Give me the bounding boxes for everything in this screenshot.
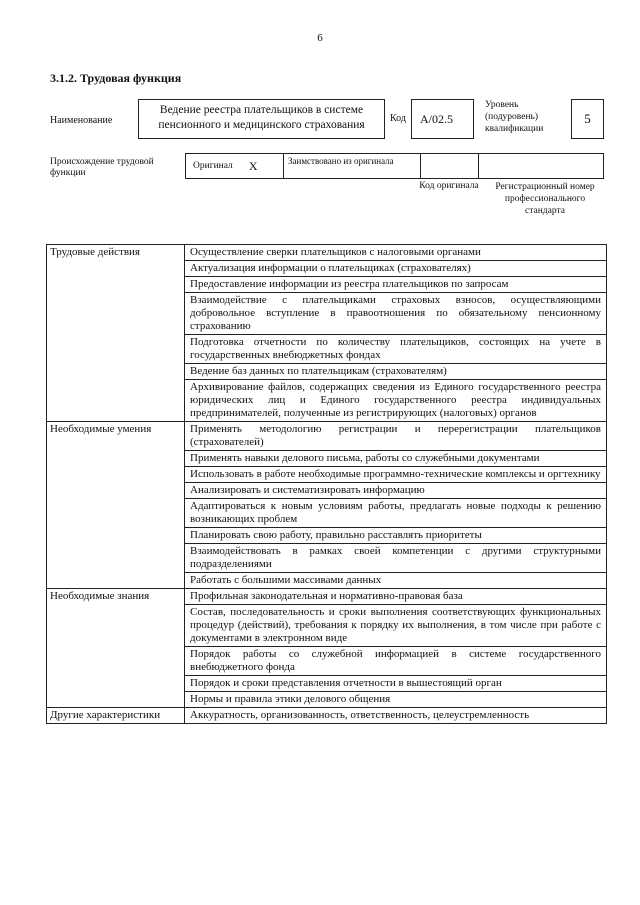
original-mark: X <box>248 158 258 173</box>
item-cell: Актуализация информации о плательщиках (страхователях) <box>185 261 607 277</box>
item-cell: Порядок работы со служебной информацией в системе государственного внебюджетного фонда <box>185 647 607 676</box>
reg-number-label: Регистрационный номер профессионального стандарта <box>495 182 595 216</box>
item-cell: Планировать свою работу, правильно расставлять приоритеты <box>185 528 607 544</box>
category-cell: Другие характеристики <box>47 708 185 724</box>
item-cell: Применять навыки делового письма, работы со служебными документами <box>185 451 607 467</box>
name-label: Наименование <box>50 115 113 126</box>
code-value-box: А/02.5 <box>411 99 474 139</box>
item-cell: Состав, последовательность и сроки выполнения соответствующих функциональных процедур (действий), требования к порядку их выполнения, в том числе при работе с документами в электронном виде <box>185 605 607 647</box>
item-cell: Анализировать и систематизировать информацию <box>185 483 607 499</box>
item-cell: Применять методологию регистрации и перерегистрации плательщиков (страхователей) <box>185 422 607 451</box>
original-cell <box>186 154 284 178</box>
origin-label: Происхождение трудовой функции <box>50 157 154 178</box>
original-label: Оригинал <box>193 161 233 171</box>
item-cell: Предоставление информации из реестра плательщиков по запросам <box>185 277 607 293</box>
reg-number-cell <box>479 154 603 178</box>
origin-row <box>185 153 604 179</box>
item-cell: Архивирование файлов, содержащих сведения из Единого государственного реестра юридических лиц и Единого государственного реестра индивидуальных предпринимателей, полученные из регистрирующих (налоговых) органов <box>185 380 607 422</box>
section-title: 3.1.2. Трудовая функция <box>50 71 182 85</box>
item-cell: Подготовка отчетности по количеству плательщиков, состоящих на учете в государственных внебюджетных фондах <box>185 335 607 364</box>
table-row <box>47 245 607 261</box>
function-details-table <box>46 244 607 724</box>
item-cell: Взаимодействие с плательщиками страховых взносов, осуществляющими добровольное вступление в правоотношения по обязательному пенсионному страхованию <box>185 293 607 335</box>
item-cell: Использовать в работе необходимые программно-технические комплексы и оргтехнику <box>185 467 607 483</box>
item-cell: Осуществление сверки плательщиков с налоговыми органами <box>185 245 607 261</box>
level-label: Уровень (подуровень) квалификации <box>485 100 544 134</box>
category-cell: Необходимые знания <box>47 589 185 708</box>
item-cell: Адаптироваться к новым условиям работы, предлагать новые подходы к решению возникающих проблем <box>185 499 607 528</box>
item-cell: Ведение баз данных по плательщикам (страхователям) <box>185 364 607 380</box>
page-number: 6 <box>317 32 323 44</box>
table-row <box>47 708 607 724</box>
table-row <box>47 589 607 605</box>
category-cell: Трудовые действия <box>47 245 185 422</box>
item-cell: Работать с большими массивами данных <box>185 573 607 589</box>
original-code-cell <box>421 154 479 178</box>
level-value-box: 5 <box>571 99 604 139</box>
borrowed-label: Заимствовано из оригинала <box>284 154 421 178</box>
category-cell: Необходимые умения <box>47 422 185 589</box>
table-row <box>47 422 607 451</box>
item-cell: Нормы и правила этики делового общения <box>185 692 607 708</box>
item-cell: Взаимодействовать в рамках своей компетенции с другими структурными подразделениями <box>185 544 607 573</box>
item-cell: Порядок и сроки представления отчетности в вышестоящий орган <box>185 676 607 692</box>
code-label: Код <box>390 113 406 124</box>
function-name-box: Ведение реестра плательщиков в системе пенсионного и медицинского страхования <box>138 99 385 139</box>
item-cell: Аккуратность, организованность, ответственность, целеустремленность <box>185 708 607 724</box>
item-cell: Профильная законодательная и нормативно-правовая база <box>185 589 607 605</box>
original-code-label: Код оригинала <box>419 181 479 191</box>
